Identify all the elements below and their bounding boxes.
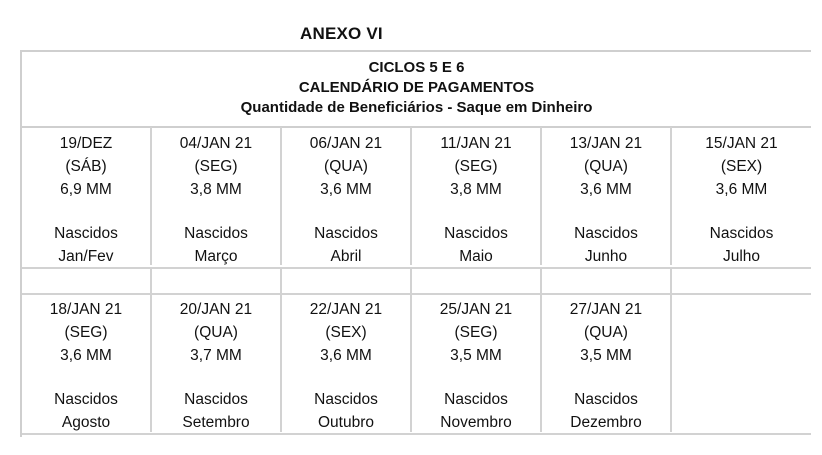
beneficiary-count: 3,6 MM bbox=[320, 347, 372, 364]
payment-date: 27/JAN 21 bbox=[569, 301, 643, 318]
born-label: Nascidos bbox=[444, 391, 508, 408]
payment-weekday: (QUA) bbox=[194, 324, 238, 341]
born-label: Nascidos bbox=[709, 225, 774, 242]
payment-cell bbox=[412, 294, 542, 432]
payment-cell bbox=[282, 127, 412, 265]
born-label: Nascidos bbox=[444, 225, 508, 242]
payment-date: 04/JAN 21 bbox=[179, 135, 253, 152]
payment-weekday: (QUA) bbox=[584, 324, 628, 341]
header-subtitle: Quantidade de Beneficiários - Saque em Dinheiro bbox=[240, 99, 593, 116]
beneficiary-count: 3,6 MM bbox=[580, 181, 632, 198]
empty-cell bbox=[672, 269, 811, 293]
birth-month: Jan/Fev bbox=[58, 248, 114, 265]
payment-weekday: (QUA) bbox=[324, 158, 368, 175]
empty-cell bbox=[542, 269, 672, 293]
born-label: Nascidos bbox=[54, 391, 118, 408]
born-label: Nascidos bbox=[54, 225, 118, 242]
empty-cell bbox=[282, 269, 412, 293]
payment-weekday: (SEG) bbox=[454, 324, 498, 341]
payment-cell bbox=[22, 294, 152, 432]
beneficiary-count: 3,5 MM bbox=[450, 347, 502, 364]
born-label: Nascidos bbox=[184, 391, 248, 408]
born-label: Nascidos bbox=[184, 225, 248, 242]
payment-date: 19/DEZ bbox=[59, 135, 113, 152]
payment-date: 06/JAN 21 bbox=[309, 135, 383, 152]
birth-month: Abril bbox=[330, 248, 362, 265]
header-cycles: CICLOS 5 E 6 bbox=[368, 59, 465, 76]
payment-weekday: (SÁB) bbox=[65, 158, 107, 175]
spacer-row bbox=[22, 267, 811, 295]
born-label: Nascidos bbox=[314, 391, 378, 408]
birth-month: Julho bbox=[722, 248, 761, 265]
payment-weekday: (SEG) bbox=[64, 324, 108, 341]
empty-cell bbox=[412, 269, 542, 293]
born-label: Nascidos bbox=[574, 225, 638, 242]
birth-month: Agosto bbox=[61, 414, 111, 431]
table-bottom-border bbox=[22, 433, 811, 435]
birth-month: Dezembro bbox=[570, 414, 642, 431]
payment-cell bbox=[282, 294, 412, 432]
payment-date: 20/JAN 21 bbox=[179, 301, 253, 318]
payment-date: 18/JAN 21 bbox=[49, 301, 123, 318]
empty-cell bbox=[672, 294, 811, 432]
beneficiary-count: 3,6 MM bbox=[60, 347, 112, 364]
table-header bbox=[22, 50, 811, 128]
birth-month: Outubro bbox=[317, 414, 374, 431]
payment-calendar-table bbox=[20, 50, 811, 437]
payment-weekday: (SEX) bbox=[720, 158, 763, 175]
beneficiary-count: 3,6 MM bbox=[715, 181, 768, 198]
born-label: Nascidos bbox=[574, 391, 638, 408]
payment-cell bbox=[152, 127, 282, 265]
payment-date: 15/JAN 21 bbox=[705, 135, 778, 152]
payment-date: 13/JAN 21 bbox=[569, 135, 643, 152]
empty-cell bbox=[22, 269, 152, 293]
payment-cell bbox=[542, 294, 672, 432]
empty-cell bbox=[152, 269, 282, 293]
beneficiary-count: 3,6 MM bbox=[320, 181, 372, 198]
beneficiary-count: 3,7 MM bbox=[190, 347, 242, 364]
born-label: Nascidos bbox=[314, 225, 378, 242]
payment-date: 22/JAN 21 bbox=[309, 301, 383, 318]
payment-weekday: (QUA) bbox=[584, 158, 628, 175]
payment-cell bbox=[22, 127, 152, 265]
birth-month: Novembro bbox=[440, 414, 512, 431]
birth-month: Maio bbox=[459, 248, 493, 265]
birth-month: Junho bbox=[584, 248, 628, 265]
annex-title: ANEXO VI bbox=[300, 24, 383, 43]
payment-cell bbox=[672, 127, 811, 265]
table-row bbox=[22, 127, 811, 265]
beneficiary-count: 3,5 MM bbox=[580, 347, 632, 364]
birth-month: Março bbox=[194, 248, 238, 265]
payment-date: 25/JAN 21 bbox=[439, 301, 513, 318]
payment-cell bbox=[542, 127, 672, 265]
payment-weekday: (SEX) bbox=[325, 324, 367, 341]
birth-month: Setembro bbox=[182, 414, 250, 431]
payment-weekday: (SEG) bbox=[454, 158, 498, 175]
beneficiary-count: 3,8 MM bbox=[450, 181, 502, 198]
table-row bbox=[22, 294, 811, 432]
payment-cell bbox=[412, 127, 542, 265]
header-calendar-title: CALENDÁRIO DE PAGAMENTOS bbox=[298, 79, 535, 96]
payment-weekday: (SEG) bbox=[194, 158, 238, 175]
beneficiary-count: 3,8 MM bbox=[190, 181, 242, 198]
payment-cell bbox=[152, 294, 282, 432]
beneficiary-count: 6,9 MM bbox=[60, 181, 112, 198]
payment-date: 11/JAN 21 bbox=[440, 135, 512, 152]
